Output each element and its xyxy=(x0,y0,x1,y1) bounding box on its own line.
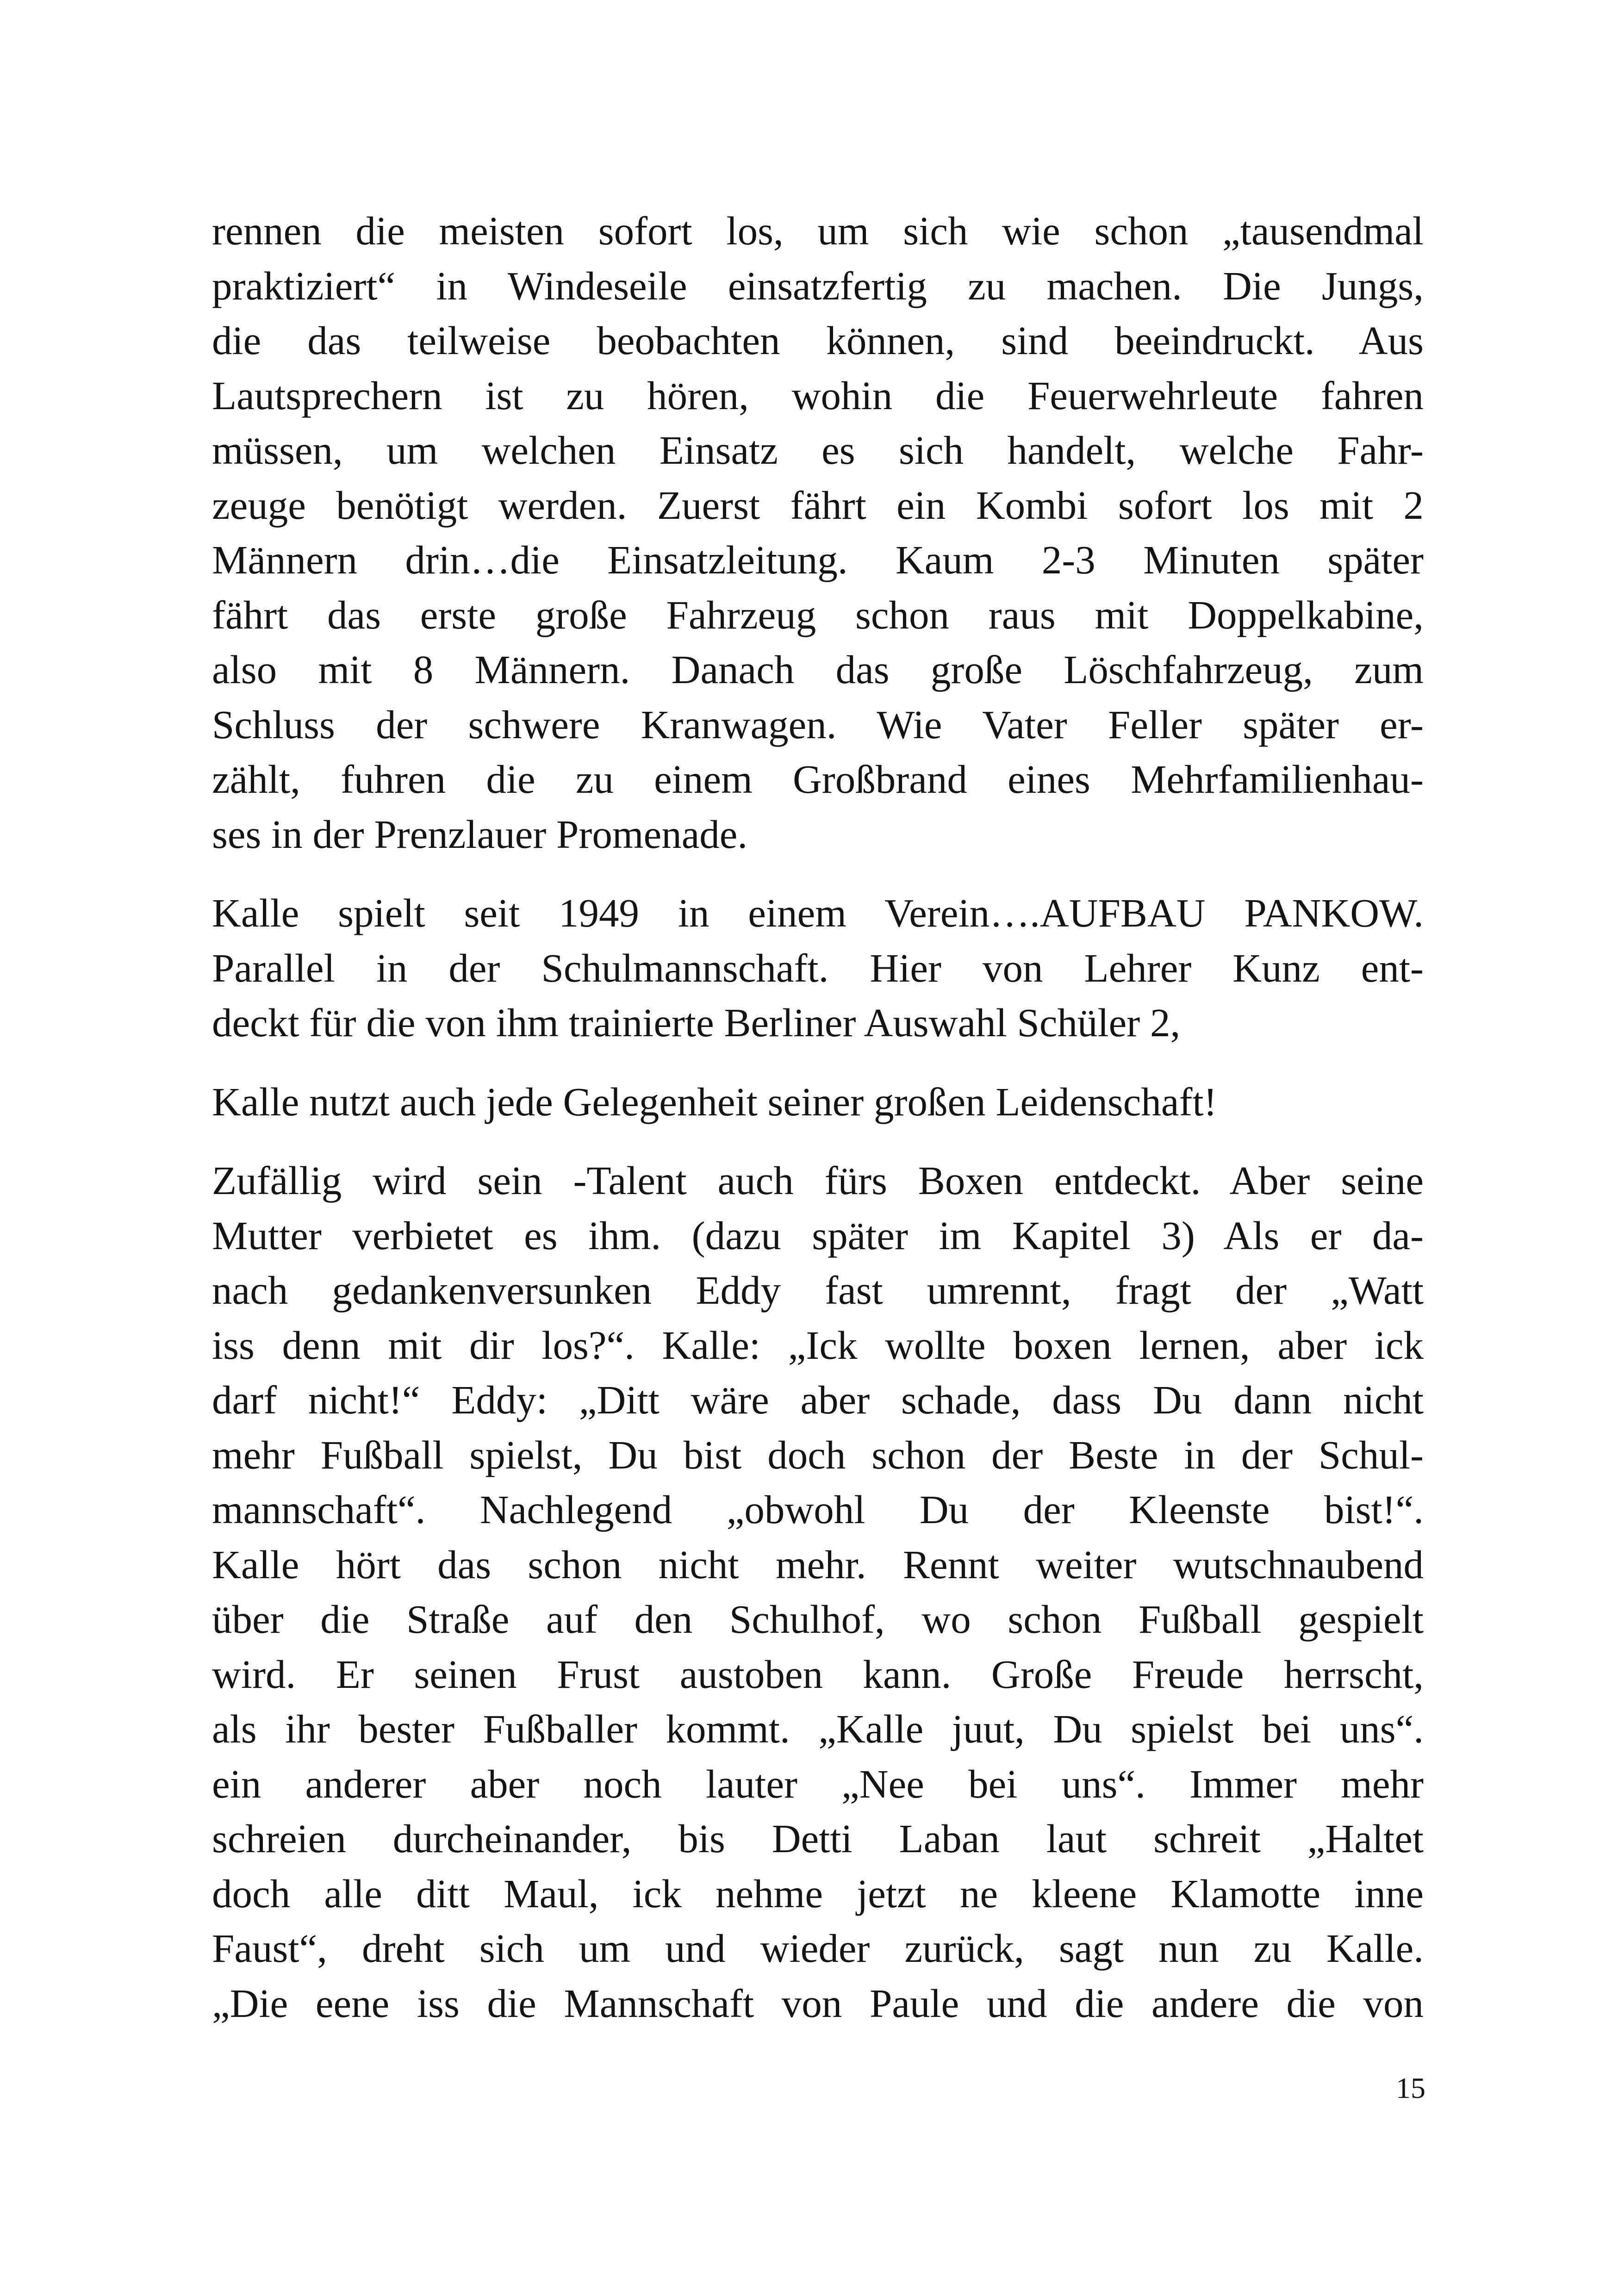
text-line: doch alle ditt Maul, ick nehme jetzt ne kleene Klamotte inne xyxy=(212,1871,1424,1916)
paragraph-4 xyxy=(212,1153,1424,2031)
body-text xyxy=(212,204,1424,2031)
text-line: rennen die meisten sofort los, um sich wie schon „tausendmal xyxy=(212,208,1424,253)
text-line: Mutter verbietet es ihm. (dazu später im Kapitel 3) Als er da- xyxy=(212,1213,1424,1258)
text-line: darf nicht!“ Eddy: „Ditt wäre aber schade, dass Du dann nicht xyxy=(212,1377,1424,1422)
text-line: „Die eene iss die Mannschaft von Paule und die andere die von xyxy=(212,1980,1424,2026)
text-line: Kalle nutzt auch jede Gelegenheit seiner großen Leidenschaft! xyxy=(212,1079,1217,1124)
text-line: ein anderer aber noch lauter „Nee bei uns“. Immer mehr xyxy=(212,1761,1424,1806)
text-line: nach gedankenversunken Eddy fast umrennt, fragt der „Watt xyxy=(212,1268,1424,1313)
text-line: über die Straße auf den Schulhof, wo schon Fußball gespielt xyxy=(212,1597,1424,1642)
text-line: Kalle spielt seit 1949 in einem Verein….AUFBAU PANKOW. xyxy=(212,890,1424,935)
text-line: wird. Er seinen Frust austoben kann. Große Freude herrscht, xyxy=(212,1651,1424,1697)
text-line: deckt für die von ihm trainierte Berliner Auswahl Schüler 2, xyxy=(212,1000,1181,1045)
paragraph-spacing xyxy=(212,1129,1424,1153)
text-line: iss denn mit dir los?“. Kalle: „Ick wollte boxen lernen, aber ick xyxy=(212,1322,1424,1368)
paragraph-3 xyxy=(212,1075,1424,1130)
text-line: Männern drin…die Einsatzleitung. Kaum 2-3 Minuten später xyxy=(212,537,1424,582)
text-line: als ihr bester Fußballer kommt. „Kalle juut, Du spielst bei uns“. xyxy=(212,1706,1424,1751)
text-line: Zufällig wird sein -Talent auch fürs Boxen entdeckt. Aber seine xyxy=(212,1158,1424,1203)
text-line: die das teilweise beobachten können, sind beeindruckt. Aus xyxy=(212,318,1424,363)
text-line: zählt, fuhren die zu einem Großbrand eines Mehrfamilienhau- xyxy=(212,757,1424,802)
page-number: 15 xyxy=(1396,2072,1425,2104)
text-line: praktiziert“ in Windeseile einsatzfertig zu machen. Die Jungs, xyxy=(212,263,1424,308)
text-line: fährt das erste große Fahrzeug schon raus mit Doppelkabine, xyxy=(212,592,1424,637)
text-line: Schluss der schwere Kranwagen. Wie Vater Feller später er- xyxy=(212,702,1424,747)
text-line: ses in der Prenzlauer Promenade. xyxy=(212,811,748,857)
text-line: Lautsprechern ist zu hören, wohin die Feuerwehrleute fahren xyxy=(212,373,1424,418)
text-line: zeuge benötigt werden. Zuerst fährt ein Kombi sofort los mit 2 xyxy=(212,482,1424,528)
text-line: müssen, um welchen Einsatz es sich handelt, welche Fahr- xyxy=(212,428,1424,473)
text-line: Faust“, dreht sich um und wieder zurück, sagt nun zu Kalle. xyxy=(212,1926,1424,1971)
text-line: mehr Fußball spielst, Du bist doch schon der Beste in der Schul- xyxy=(212,1432,1424,1477)
text-line: Parallel in der Schulmannschaft. Hier von Lehrer Kunz ent- xyxy=(212,945,1424,990)
paragraph-2 xyxy=(212,886,1424,1051)
paragraph-spacing xyxy=(212,862,1424,886)
paragraph-1 xyxy=(212,204,1424,862)
text-line: also mit 8 Männern. Danach das große Löschfahrzeug, zum xyxy=(212,647,1424,692)
text-line: Kalle hört das schon nicht mehr. Rennt weiter wutschnaubend xyxy=(212,1542,1424,1587)
text-line: mannschaft“. Nachlegend „obwohl Du der Kleenste bist!“. xyxy=(212,1487,1424,1532)
text-line: schreien durcheinander, bis Detti Laban laut schreit „Haltet xyxy=(212,1816,1424,1861)
paragraph-spacing xyxy=(212,1051,1424,1075)
